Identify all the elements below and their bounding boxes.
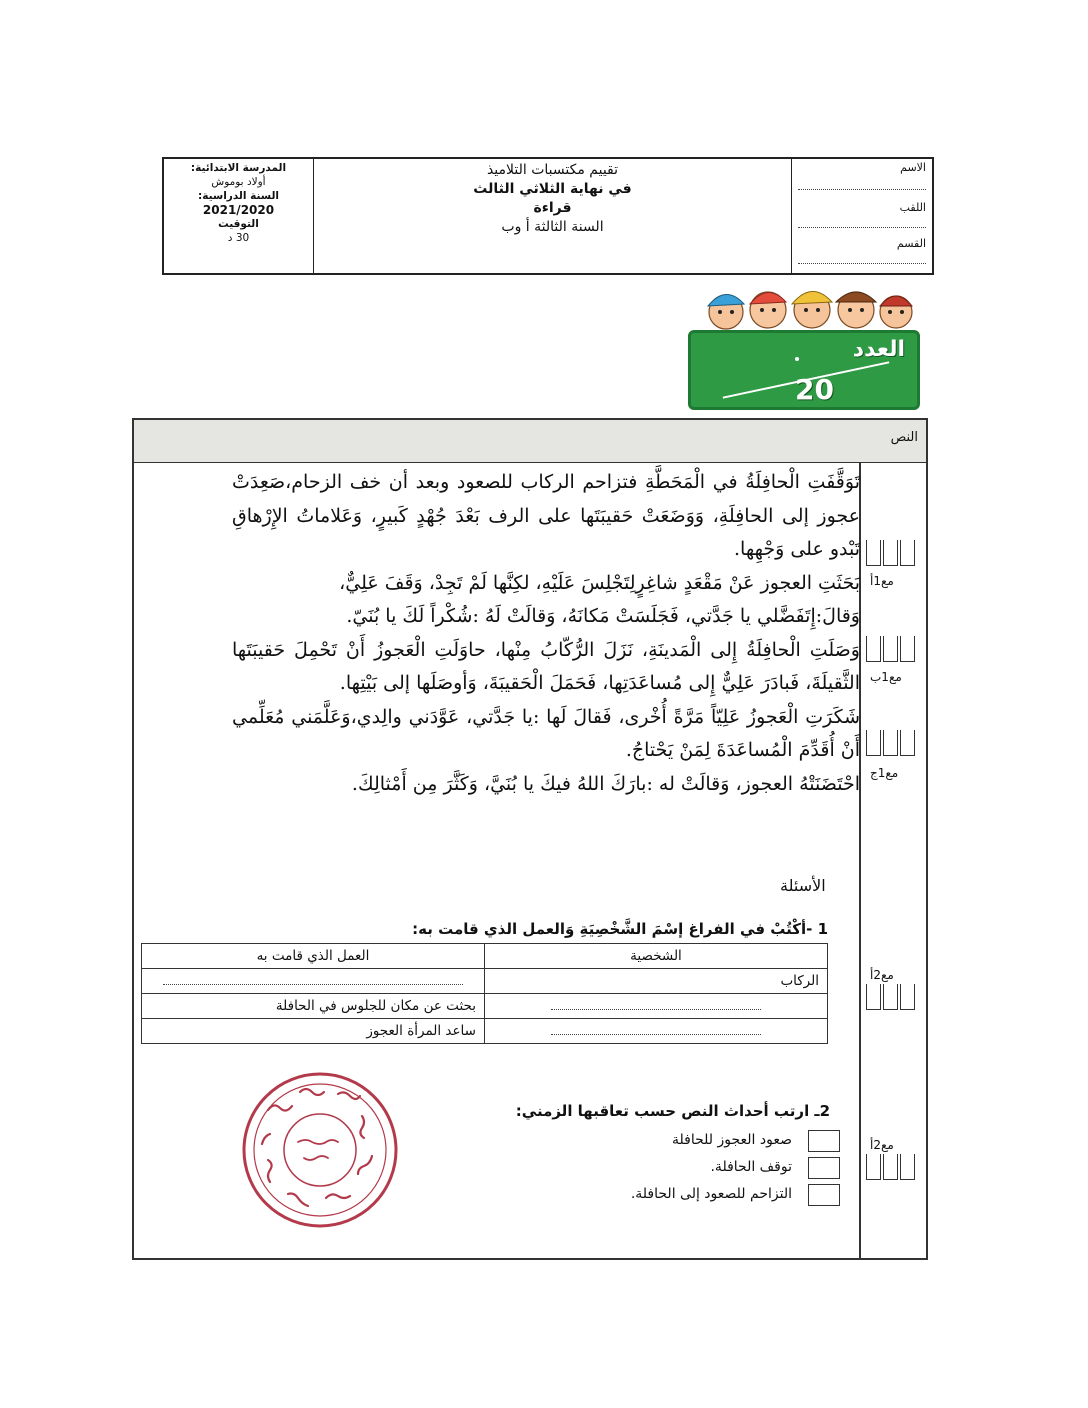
name-label: الاسم [900,161,926,174]
year-value: 2021/2020 [202,203,275,217]
question-1-table [141,943,828,1044]
order-item [520,1157,840,1179]
order-item-text: التزاحم للصعود إلى الحافلة. [630,1186,792,1202]
name-field[interactable] [798,189,926,190]
answer-field[interactable] [485,1019,828,1044]
passage-paragraph: بَحَثَتِ العجوز عَنْ مَقْعَدٍ شاغِرٍلِتَجْلِسَ عَلَيْهِ، لكِنَّها لَمْ تَجِدْ، وَقَفَ عَلِيٌّ، [339,571,860,594]
school-stamp-image [238,1070,402,1230]
table-cell: الركاب [485,969,828,994]
title-line-4: السنة الثالثة أ وب [501,219,604,235]
reading-passage [232,466,860,801]
column-header-character: الشخصية [485,944,828,969]
score-badge [688,330,920,410]
surname-label: اللقب [899,201,926,214]
section-field[interactable] [798,263,926,264]
score-criterion-label: مع2أ [870,1138,894,1152]
order-item-text: توقف الحافلة. [710,1159,792,1175]
score-criterion-label: مع1ب [870,670,902,684]
passage-paragraph: تَوَقَّفَتِ الْحافِلَةُ في الْمَحَطَّةِ فتزاحم الركاب للصعود وبعد أن خف الزحام،صَعِدَتْ عجوز إلى الحافِلَةِ، وَوَضَعَتْ حَقيبَتَها على الرف بَعْدَ جُهْدٍ كَبيرٍ، وَعَلاماتُ الإِرْهاقِ تَبْدو على وَجْهِها. [232,471,860,560]
questions-title: الأسئلة [780,876,826,895]
score-boxes [866,1154,918,1184]
table-row [142,1019,828,1044]
score-criterion-label: مع1أ [870,574,894,588]
passage-paragraph: وَصَلَتِ الْحافِلَةُ إِلى الْمَدينَةِ، نَزَلَ الرُّكّابُ مِنْها، حاوَلَتِ الْعَجوزُ أَنْ تَحْمِلَ حَقيبَتَها الثَّقيلَةَ، فَبادَرَ عَلِيٌّ إِلى مُساعَدَتِها، فَحَمَلَ الْحَقيبَةَ، وَأوصَلَها إلى بَيْتِها. [232,638,860,694]
time-value: 30 د [227,232,250,244]
passage-paragraph: وَقالَ:إِتَفَضَّلي يا جَدَّتي، فَجَلَسَتْ مَكانَهُ، وَقالَتْ لَهُ :شُكْراً لَكَ يا بُنَيّ. [346,605,860,627]
header-box [162,157,934,275]
score-boxes [866,984,918,1014]
order-item [520,1184,840,1206]
answer-field[interactable] [142,969,485,994]
table-row [142,969,828,994]
score-boxes [866,636,918,666]
text-section-label: النص [890,430,918,445]
school-label: المدرسة الابتدائية: [190,162,287,174]
header-school-info [164,159,314,273]
table-header-row [142,944,828,969]
score-total: 20 [795,373,834,406]
answer-field[interactable] [485,994,828,1019]
score-boxes [866,540,918,570]
order-answer-box[interactable] [808,1184,840,1206]
title-line-2: في نهاية الثلاثي الثالث [473,181,632,197]
text-section-header [134,420,926,463]
header-student-info [792,159,932,273]
score-criterion-label: مع1ج [870,766,899,780]
section-label: القسم [896,237,926,250]
column-header-action: العمل الذي قامت به [142,944,485,969]
table-cell: ساعد المرأة العجوز [142,1019,485,1044]
passage-paragraph: شَكَرَتِ الْعَجوزُ عَلِيّاً مَرَّةً أُخْرى، فَقالَ لَها :يا جَدَّتي، عَوَّدَني والِدي،وَعَلَّمَني مُعَلِّمي أَنْ أُقَدِّمَ الْمُساعَدَةَ لِمَنْ يَحْتاجُ. [232,705,860,761]
order-answer-box[interactable] [808,1157,840,1179]
table-cell: بحثت عن مكان للجلوس في الحافلة [142,994,485,1019]
order-item [520,1130,840,1152]
question-1-prompt: 1 -أكْتُبْ في الفراغ إسْمَ الشَّخْصِيَةِ وَالعمل الذي قامت به: [412,920,828,938]
score-boxes [866,730,918,760]
time-label: التوقيت [218,218,259,230]
year-label: السنة الدراسية: [198,190,279,202]
surname-field[interactable] [798,227,926,228]
title-line-1: تقييم مكتسبات التلاميذ [486,162,619,178]
passage-paragraph: احْتَضَنَتْهُ العجوز، وَقالَتْ له :بارَكَ اللهُ فيكَ يا بُنَيَّ، وَكَثَّرَ مِن أَمْثالِكَ. [351,772,860,795]
school-name: أولاد بوموش [211,176,266,188]
score-criterion-label: مع2أ [870,968,894,982]
question-2-prompt: 2ـ ارتب أحداث النص حسب تعاقبها الزمني: [515,1102,830,1120]
title-line-3: قراءة [533,200,572,216]
header-title-block [314,159,792,273]
table-row [142,994,828,1019]
score-dot [795,357,799,361]
score-label: العدد [852,337,905,362]
order-answer-box[interactable] [808,1130,840,1152]
order-item-text: صعود العجوز للحافلة [672,1132,792,1148]
